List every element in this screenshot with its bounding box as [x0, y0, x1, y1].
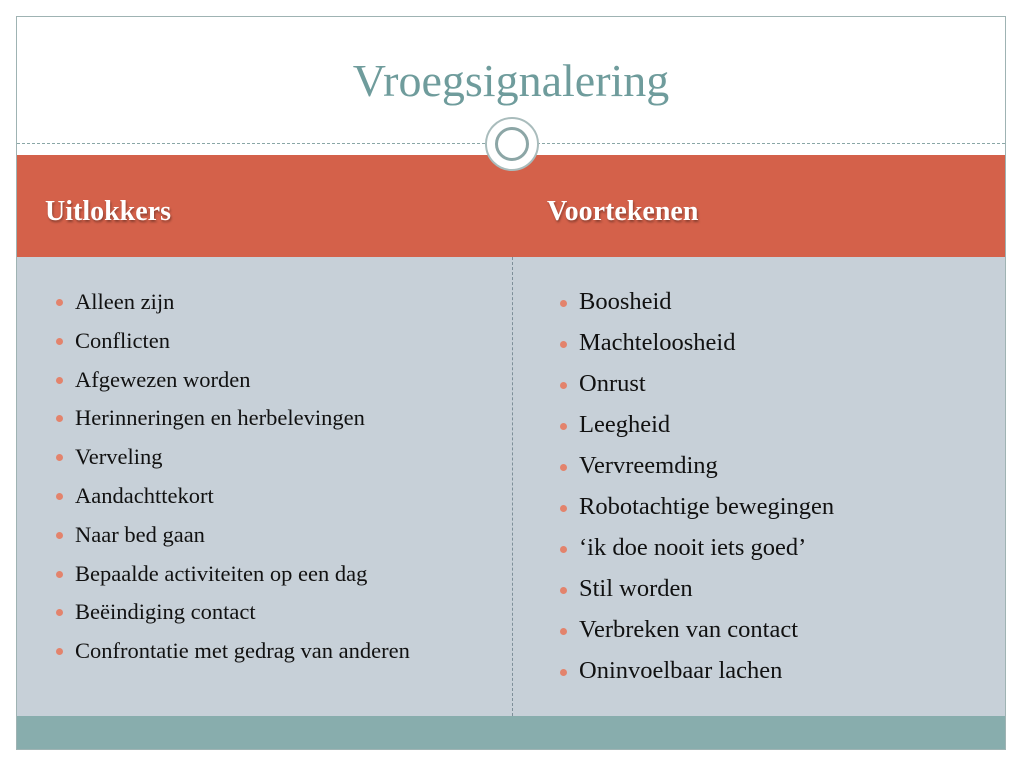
voortekenen-list	[548, 284, 988, 694]
list-item: Afgewezen worden	[44, 363, 484, 396]
column-header-voortekenen: Voortekenen	[547, 196, 699, 227]
list-item: Aandachttekort	[44, 479, 484, 512]
list-item: Confrontatie met gedrag van anderen	[44, 634, 484, 667]
slide-title: Vroegsignalering	[352, 55, 670, 106]
column-divider	[512, 257, 513, 716]
list-item: Vervreemding	[548, 448, 988, 484]
list-item: Machteloosheid	[548, 325, 988, 361]
list-item: Bepaalde activiteiten op een dag	[44, 557, 484, 590]
list-item: Robotachtige bewegingen	[548, 489, 988, 525]
list-item: ‘ik doe nooit iets goed’	[548, 530, 988, 566]
list-item: Verveling	[44, 440, 484, 473]
list-item: Beëindiging contact	[44, 595, 484, 628]
list-item: Stil worden	[548, 571, 988, 607]
list-item: Naar bed gaan	[44, 518, 484, 551]
circle-ornament-icon	[485, 117, 539, 171]
list-item: Alleen zijn	[44, 285, 484, 318]
slide	[16, 16, 1006, 750]
list-item: Conflicten	[44, 324, 484, 357]
list-item: Onrust	[548, 366, 988, 402]
list-item: Herinneringen en herbelevingen	[44, 401, 484, 434]
list-item: Leegheid	[548, 407, 988, 443]
list-item: Oninvoelbaar lachen	[548, 653, 988, 689]
list-item: Boosheid	[548, 284, 988, 320]
column-header-uitlokkers: Uitlokkers	[45, 196, 171, 227]
circle-ornament-inner	[495, 127, 529, 161]
uitlokkers-list	[44, 285, 484, 673]
list-item: Verbreken van contact	[548, 612, 988, 648]
footer-band	[17, 716, 1005, 750]
